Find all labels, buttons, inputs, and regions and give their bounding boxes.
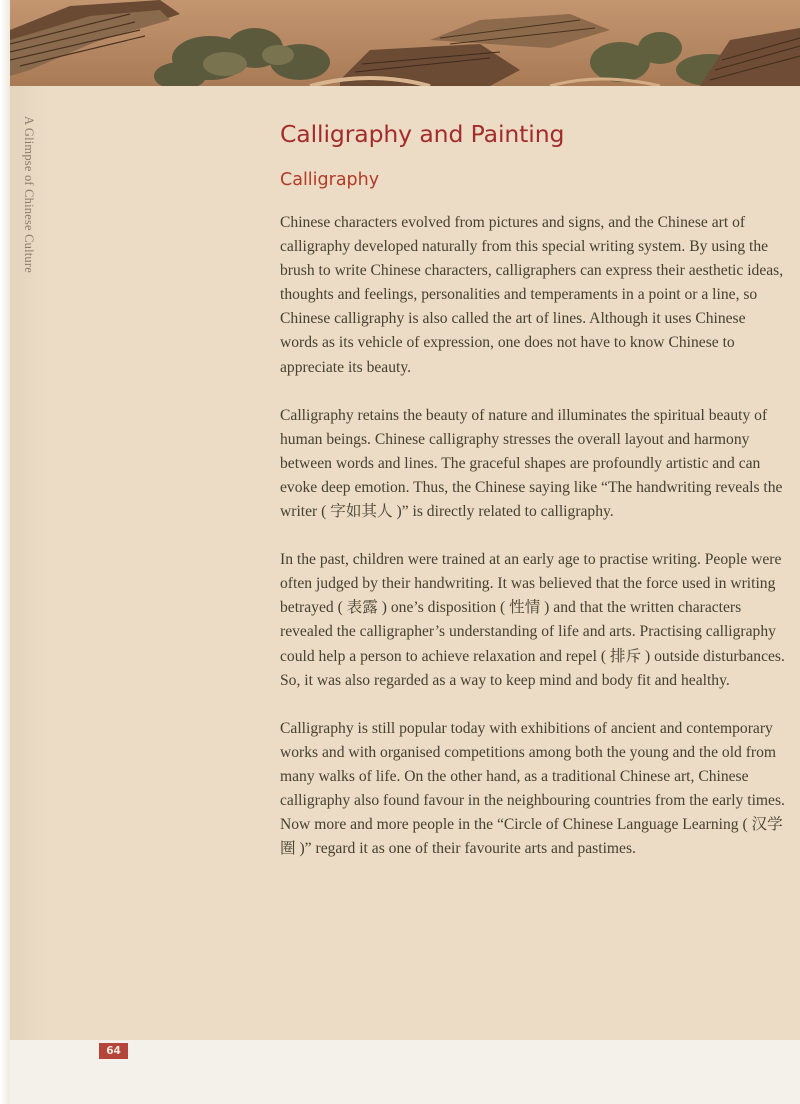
page-number-badge: 64 [99,1043,128,1059]
paragraph-3: In the past, children were trained at an early age to practise writing. People were often judged by their handwriting. It was believed that the force used in writing betrayed ( 表露 ) one’s disposition ( 性情 ) and that the written characters revealed the calligrapher’s understanding of life and arts. Practising calligraphy could help a person to achieve relaxation and repel ( 排斥 ) outside disturbances. So, it was also regarded as a way to keep mind and body fit and healthy. [280,551,785,689]
scan-edge [0,0,10,1104]
book-page [10,0,800,1040]
paragraph-2: Calligraphy retains the beauty of nature and illuminates the spiritual beauty of human beings. Chinese calligraphy stresses the overall layout and harmony between words and lines. The graceful shapes are profoundly artistic and can evoke deep emotion. Thus, the Chinese saying like “The handwriting reveals the writer ( 字如其人 )” is directly related to calligraphy. [280,406,783,521]
article [280,120,785,885]
painting-banner [10,0,800,86]
section-heading: Calligraphy [280,170,380,190]
landscape-painting-illustration [10,0,800,86]
page-title: Calligraphy and Painting [280,120,565,148]
paragraph-4: Calligraphy is still popular today with exhibitions of ancient and contemporary works and with organised competitions among both the young and the old from many walks of life. On the other hand, as a traditional Chinese art, Chinese calligraphy also found favour in the neighbouring countries from the early times. Now more and more people in the “Circle of Chinese Language Learning ( 汉学圈 )” regard it as one of their favourite arts and pastimes. [280,719,785,858]
running-head-vertical: A Glimpse of Chinese Culture [22,116,36,273]
paragraph-1: Chinese characters evolved from pictures and signs, and the Chinese art of calligraphy developed naturally from this special writing system. By using the brush to write Chinese characters, calligraphers can express their aesthetic ideas, thoughts and feelings, personalities and temperaments in a point or a line, so Chinese calligraphy is also called the art of lines. Although it uses Chinese words as its vehicle of expression, one does not have to know Chinese to appreciate its beauty. [280,214,784,376]
